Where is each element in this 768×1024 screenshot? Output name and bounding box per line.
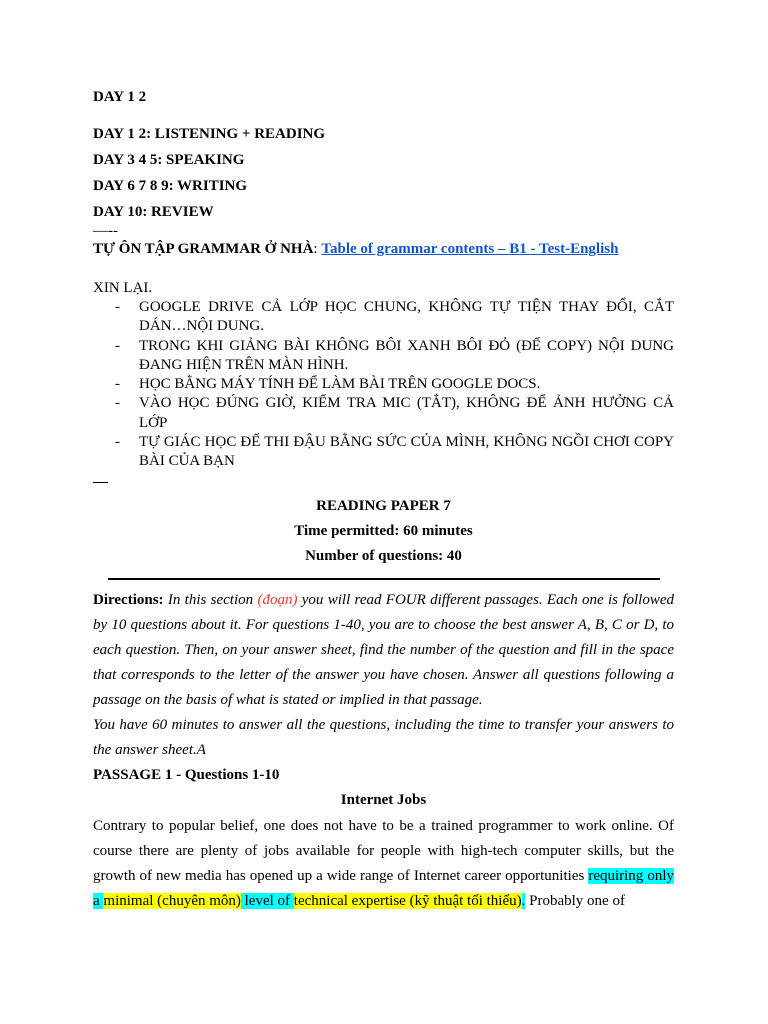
apology-title: XIN LẠI. [93,280,153,296]
directions-text: In this section [163,591,258,608]
highlighted-text: minimal (chuyên môn) [103,893,241,910]
directions-text: you will read FOUR different passages. Each one is followed by 10 questions about it. For questions 1-40, you are to choose the best answer A, B, C or D, to each question. Then, on your answer sheet, find the number of the question and fill in the space that corresponds to the letter of the answer you have chosen. Answer all questions following a passage on the basis of what is stated or implied in that passage. [93,591,674,709]
list-dash: - [115,337,120,354]
rules-list [93,298,674,472]
rule-item [93,298,674,337]
highlighted-text: level of [240,893,294,910]
list-dash: - [115,395,120,412]
schedule-item: DAY 3 4 5: SPEAKING [93,152,245,168]
passage-text: Contrary to popular belief, one does not have to be a trained programmer to work online. Of course there are plenty of jobs available for people with high-tech computer skills, but the growth of new media has opened up a wide range of Internet career opportunities [93,818,674,885]
highlighted-text: requiring only a [93,868,675,910]
schedule-item: DAY 6 7 8 9: WRITING [93,178,248,194]
directions-label: Directions: [93,591,164,608]
divider-text: —-- [93,223,118,239]
rule-item [93,433,674,472]
question-count: Number of questions: 40 [305,547,462,564]
directions-note: (đoạn) [257,591,298,608]
document-body [93,87,674,914]
day-title: DAY 1 2 [93,89,147,105]
rule-text: VÀO HỌC ĐÚNG GIỜ, KIỂM TRA MIC (TẮT), KHÔNG ĐỂ ẢNH HƯỞNG CẢ LỚP [139,395,674,431]
rule-item [93,394,674,433]
passage-paragraph [93,814,674,914]
list-dash: - [115,434,120,451]
passage-text: Probably one of [525,893,625,910]
directions-text: You have 60 minutes to answer all the questions, including the time to transfer your answers to the answer sheet.A [93,717,674,759]
passage-heading: PASSAGE 1 - Questions 1-10 [93,767,280,784]
schedule-list [93,124,674,222]
rule-text: GOOGLE DRIVE CẢ LỚP HỌC CHUNG, KHÔNG TỰ TIỆN THAY ĐỔI, CẮT DÁN…NỘI DUNG. [139,299,674,335]
paper-title: READING PAPER 7 [316,497,451,514]
schedule-item: DAY 10: REVIEW [93,204,214,220]
passage-title: Internet Jobs [340,792,427,809]
grammar-link[interactable]: Table of grammar contents – B1 - Test-English [321,241,619,257]
highlighted-text: . [521,893,526,910]
grammar-label: TỰ ÔN TẬP GRAMMAR Ở NHÀ [93,241,314,257]
rule-text: TRONG KHI GIẢNG BÀI KHÔNG BÔI XANH BÔI ĐỎ (ĐỂ COPY) NỘI DUNG ĐANG HIỆN TRÊN MÀN HÌNH. [139,337,674,373]
apology-section [93,278,674,492]
list-dash: - [115,376,120,393]
list-dash: - [115,299,120,315]
highlighted-text: technical expertise (kỹ thuật tối thiểu) [293,893,522,910]
directions-paragraph-2 [93,713,674,763]
directions-paragraph [93,588,674,713]
schedule-item: DAY 1 2: LISTENING + READING [93,126,326,142]
rule-item [93,337,674,376]
rule-item [93,375,674,394]
time-permitted: Time permitted: 60 minutes [294,522,473,539]
rule-text: HỌC BẰNG MÁY TÍNH ĐỂ LÀM BÀI TRÊN GOOGLE DOCS. [139,376,541,393]
grammar-separator: : [313,241,322,257]
rule-text: TỰ GIÁC HỌC ĐỂ THI ĐẬU BẰNG SỨC CỦA MÌNH, KHÔNG NGỒI CHƠI COPY BÀI CỦA BẠN [139,434,674,470]
horizontal-rule [108,578,660,580]
divider-text: — [93,473,108,490]
grammar-line [93,239,674,259]
